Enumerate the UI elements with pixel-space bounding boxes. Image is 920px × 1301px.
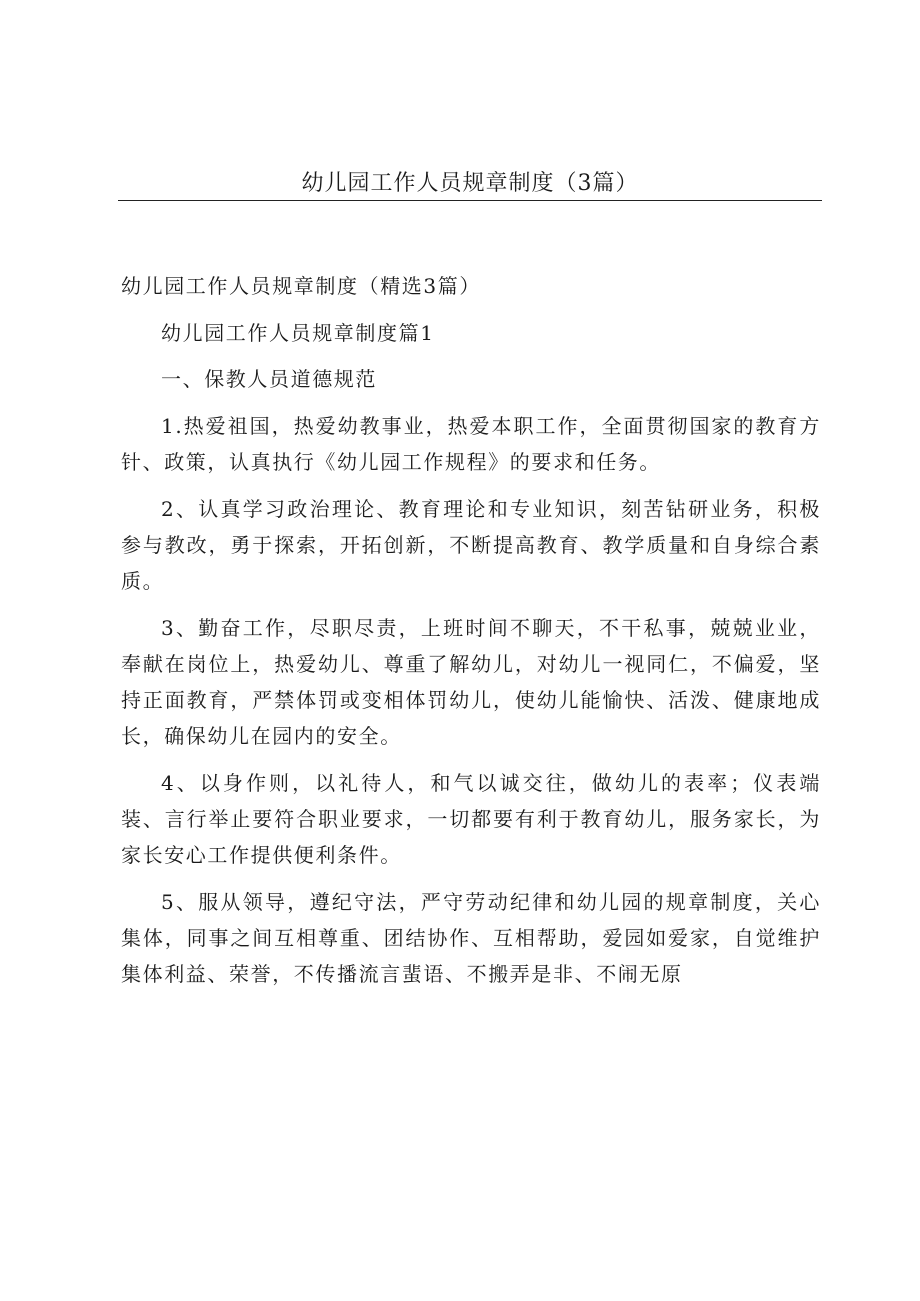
paragraph-2: 2、认真学习政治理论、教育理论和专业知识，刻苦钻研业务，积极参与教改，勇于探索，开拓创新，不断提高教育、教学质量和自身综合素质。	[121, 496, 821, 593]
paragraph-3: 3、勤奋工作，尽职尽责，上班时间不聊天，不干私事，兢兢业业，奉献在岗位上，热爱幼儿、尊重了解幼儿，对幼儿一视同仁，不偏爱，坚持正面教育，严禁体罚或变相体罚幼儿，使幼儿能愉快、活泼、健康地成长，确保幼儿在园内的安全。	[121, 615, 821, 749]
header-divider	[118, 200, 822, 201]
page-header-title: 幼儿园工作人员规章制度（3篇）	[301, 171, 639, 196]
paragraph-1: 1.热爱祖国，热爱幼教事业，热爱本职工作，全面贯彻国家的教育方针、政策，认真执行《幼儿园工作规程》的要求和任务。	[121, 413, 821, 474]
document-body	[121, 268, 821, 1003]
section-heading: 一、保教人员道德规范	[161, 367, 377, 392]
document-main-title: 幼儿园工作人员规章制度（精选3篇）	[121, 274, 481, 298]
paragraph-4: 4、以身作则，以礼待人，和气以诚交往，做幼儿的表率；仪表端装、言行举止要符合职业要求，一切都要有利于教育幼儿，服务家长，为家长安心工作提供便利条件。	[121, 770, 821, 868]
paragraph-5: 5、服从领导，遵纪守法，严守劳动纪律和幼儿园的规章制度，关心集体，同事之间互相尊重、团结协作、互相帮助，爱园如爱家，自觉维护集体利益、荣誉，不传播流言蜚语、不搬弄是非、不闹无原	[121, 889, 821, 987]
part-title: 幼儿园工作人员规章制度篇1	[161, 320, 435, 345]
